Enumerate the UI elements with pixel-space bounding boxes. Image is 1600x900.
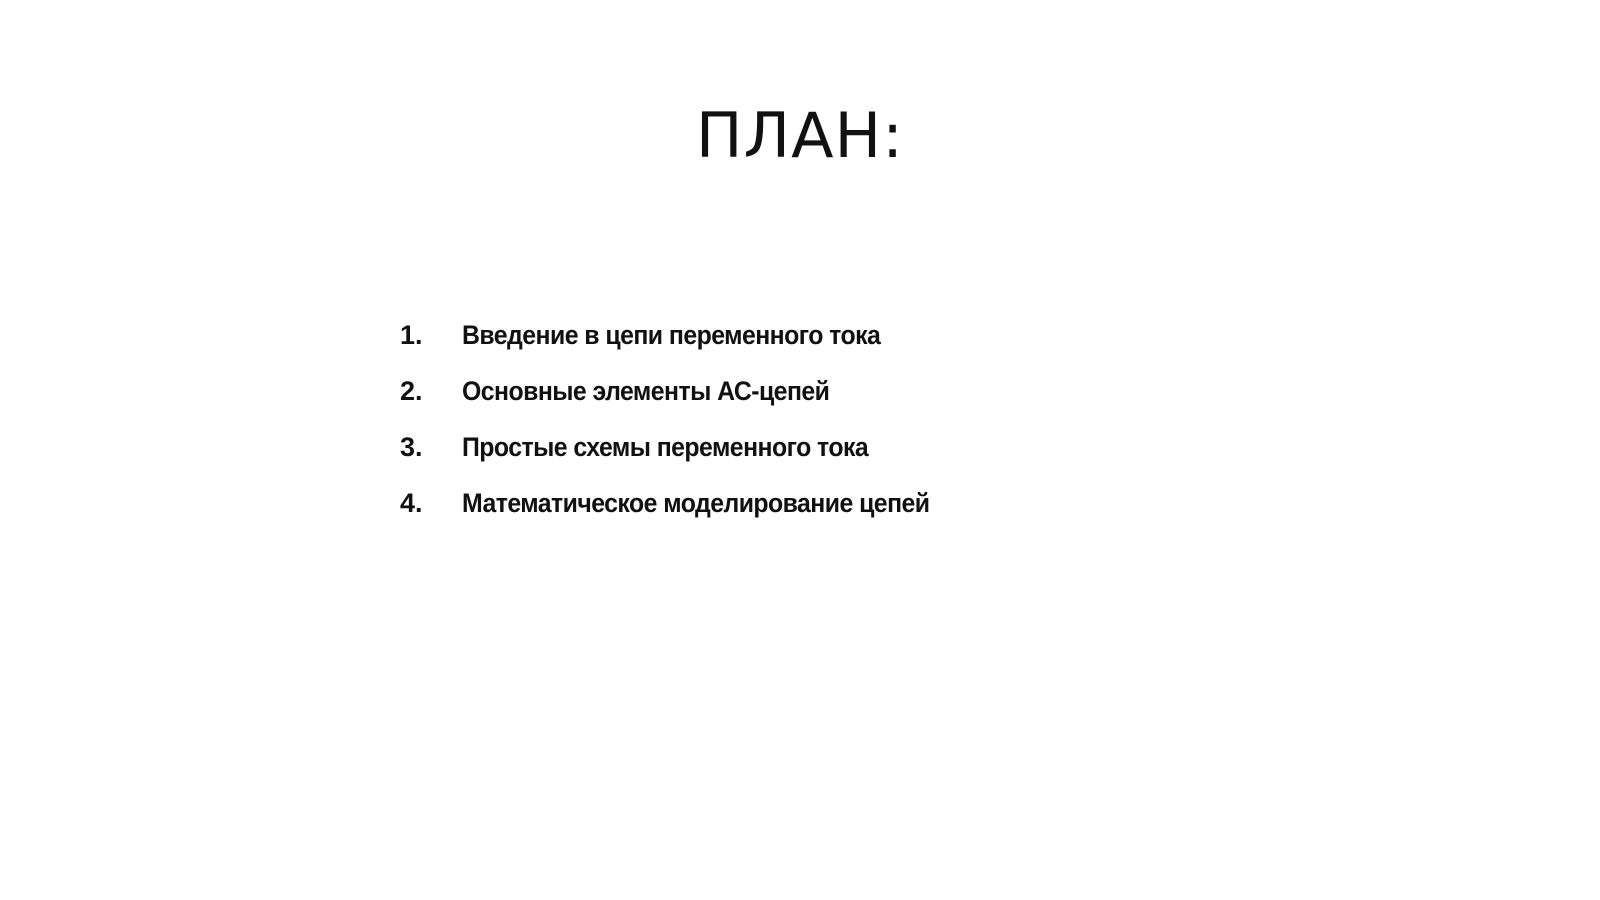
agenda-item-text: Введение в цепи переменного тока bbox=[462, 320, 881, 350]
agenda-item-text: Основные элементы АС-цепей bbox=[462, 376, 830, 406]
agenda-item-number: 2. bbox=[400, 376, 423, 406]
agenda-item-text: Математическое моделирование цепей bbox=[462, 488, 930, 518]
agenda-item bbox=[400, 376, 1200, 432]
agenda-list bbox=[400, 320, 1200, 544]
agenda-item bbox=[400, 432, 1200, 488]
agenda-item-number: 1. bbox=[400, 320, 423, 350]
agenda-item bbox=[400, 320, 1200, 376]
agenda-item-text: Простые схемы переменного тока bbox=[462, 432, 869, 462]
slide-title: ПЛАН: bbox=[695, 99, 905, 172]
agenda-item-number: 4. bbox=[400, 488, 423, 518]
agenda-item bbox=[400, 488, 1200, 544]
agenda-item-number: 3. bbox=[400, 432, 423, 462]
